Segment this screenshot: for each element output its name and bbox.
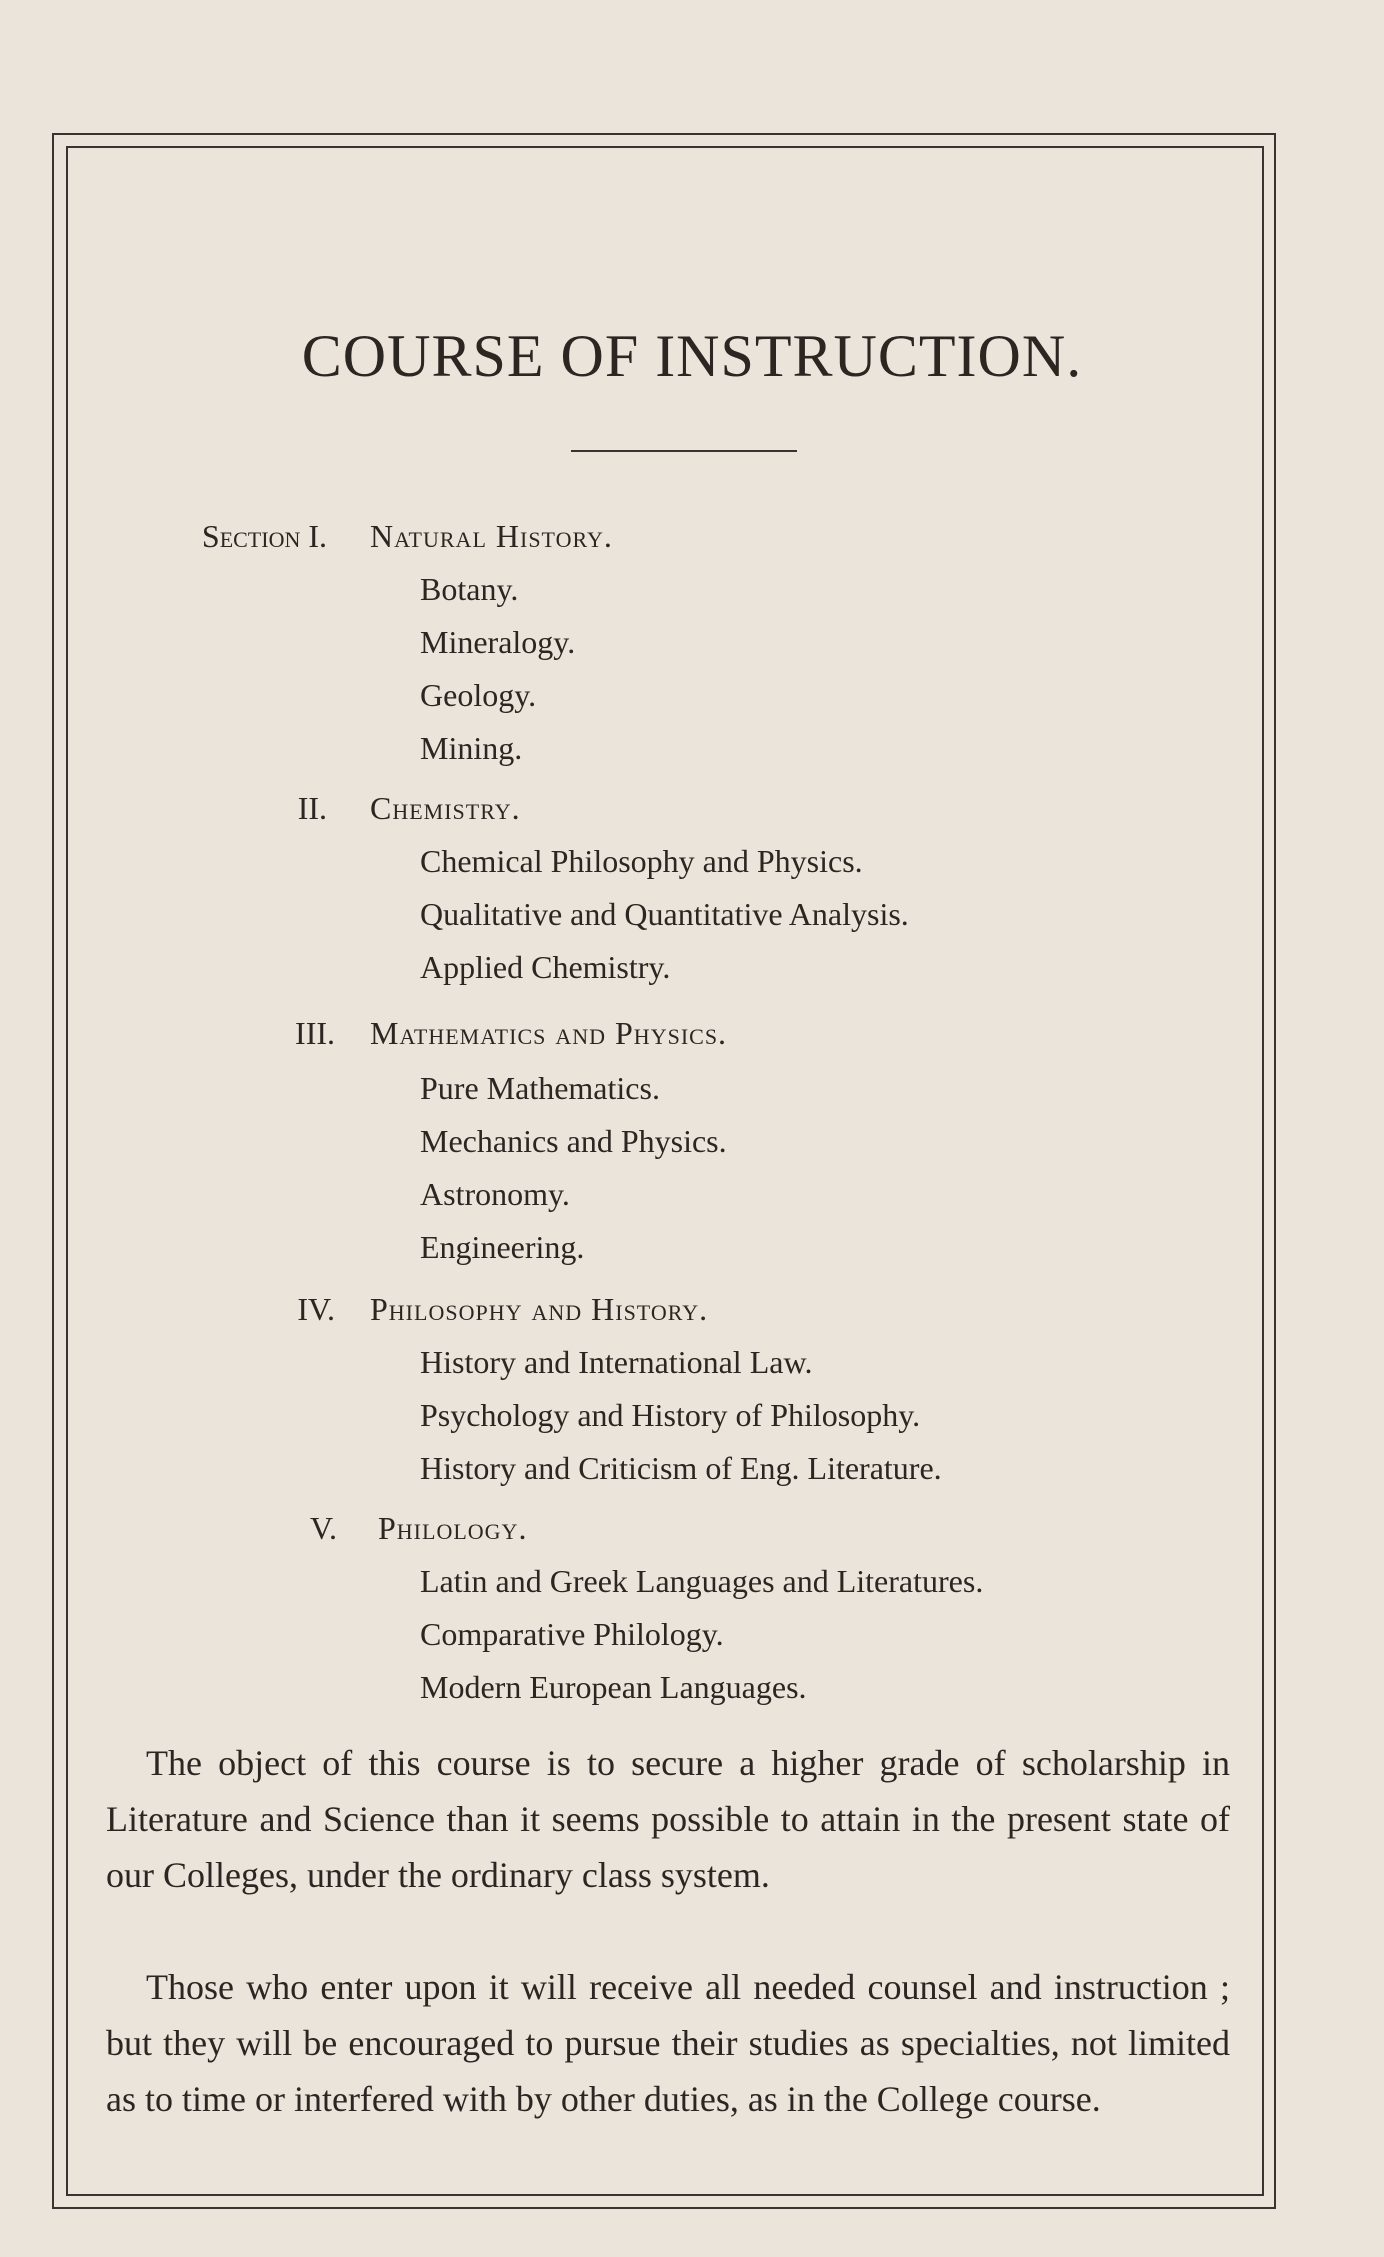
subject-item: Geology. xyxy=(420,677,537,713)
subject-item: Chemical Philosophy and Physics. xyxy=(420,843,863,879)
section-name: Chemistry. xyxy=(370,790,521,826)
section-word: Section xyxy=(201,518,301,554)
subject-item: Astronomy. xyxy=(420,1176,570,1212)
subject-item: Botany. xyxy=(420,571,519,607)
section-name: Natural History. xyxy=(370,518,613,554)
section-numeral: V. xyxy=(310,1510,337,1546)
subject-item: Pure Mathematics. xyxy=(420,1070,660,1106)
body-paragraph: Those who enter upon it will receive all needed counsel and instruction ; but they will be encouraged to pursue their studies as specialties, not limited as to time or interfered with by other duties, as in the College course. xyxy=(106,1967,1230,2119)
body-paragraph: The object of this course is to secure a higher grade of scholarship in Literature and Science than it seems possible to attain in the present state of our Colleges, under the ordinary class system. xyxy=(106,1743,1230,1895)
section-name: Mathematics and Physics. xyxy=(370,1015,728,1051)
section-numeral: IV. xyxy=(297,1291,335,1327)
subject-item: Engineering. xyxy=(420,1229,585,1265)
subject-item: Qualitative and Quantitative Analysis. xyxy=(420,896,909,932)
section-numeral: II. xyxy=(297,790,327,826)
subject-item: Applied Chemistry. xyxy=(420,949,671,985)
subject-item: Mechanics and Physics. xyxy=(420,1123,727,1159)
subject-item: Latin and Greek Languages and Literatures. xyxy=(420,1563,984,1599)
subject-item: Modern European Languages. xyxy=(420,1669,807,1705)
subject-item: Mineralogy. xyxy=(420,624,576,660)
subject-item: Mining. xyxy=(420,730,523,766)
section-name: Philology. xyxy=(378,1510,528,1546)
section-numeral: III. xyxy=(295,1015,335,1051)
page-title: COURSE OF INSTRUCTION. xyxy=(301,323,1083,389)
subject-item: History and International Law. xyxy=(420,1344,813,1380)
title-rule xyxy=(571,450,797,452)
subject-item: History and Criticism of Eng. Literature. xyxy=(420,1450,942,1486)
section-numeral: I. xyxy=(308,518,327,554)
subject-item: Comparative Philology. xyxy=(420,1616,724,1652)
subject-item: Psychology and History of Philosophy. xyxy=(420,1397,921,1433)
section-name: Philosophy and History. xyxy=(370,1291,709,1327)
